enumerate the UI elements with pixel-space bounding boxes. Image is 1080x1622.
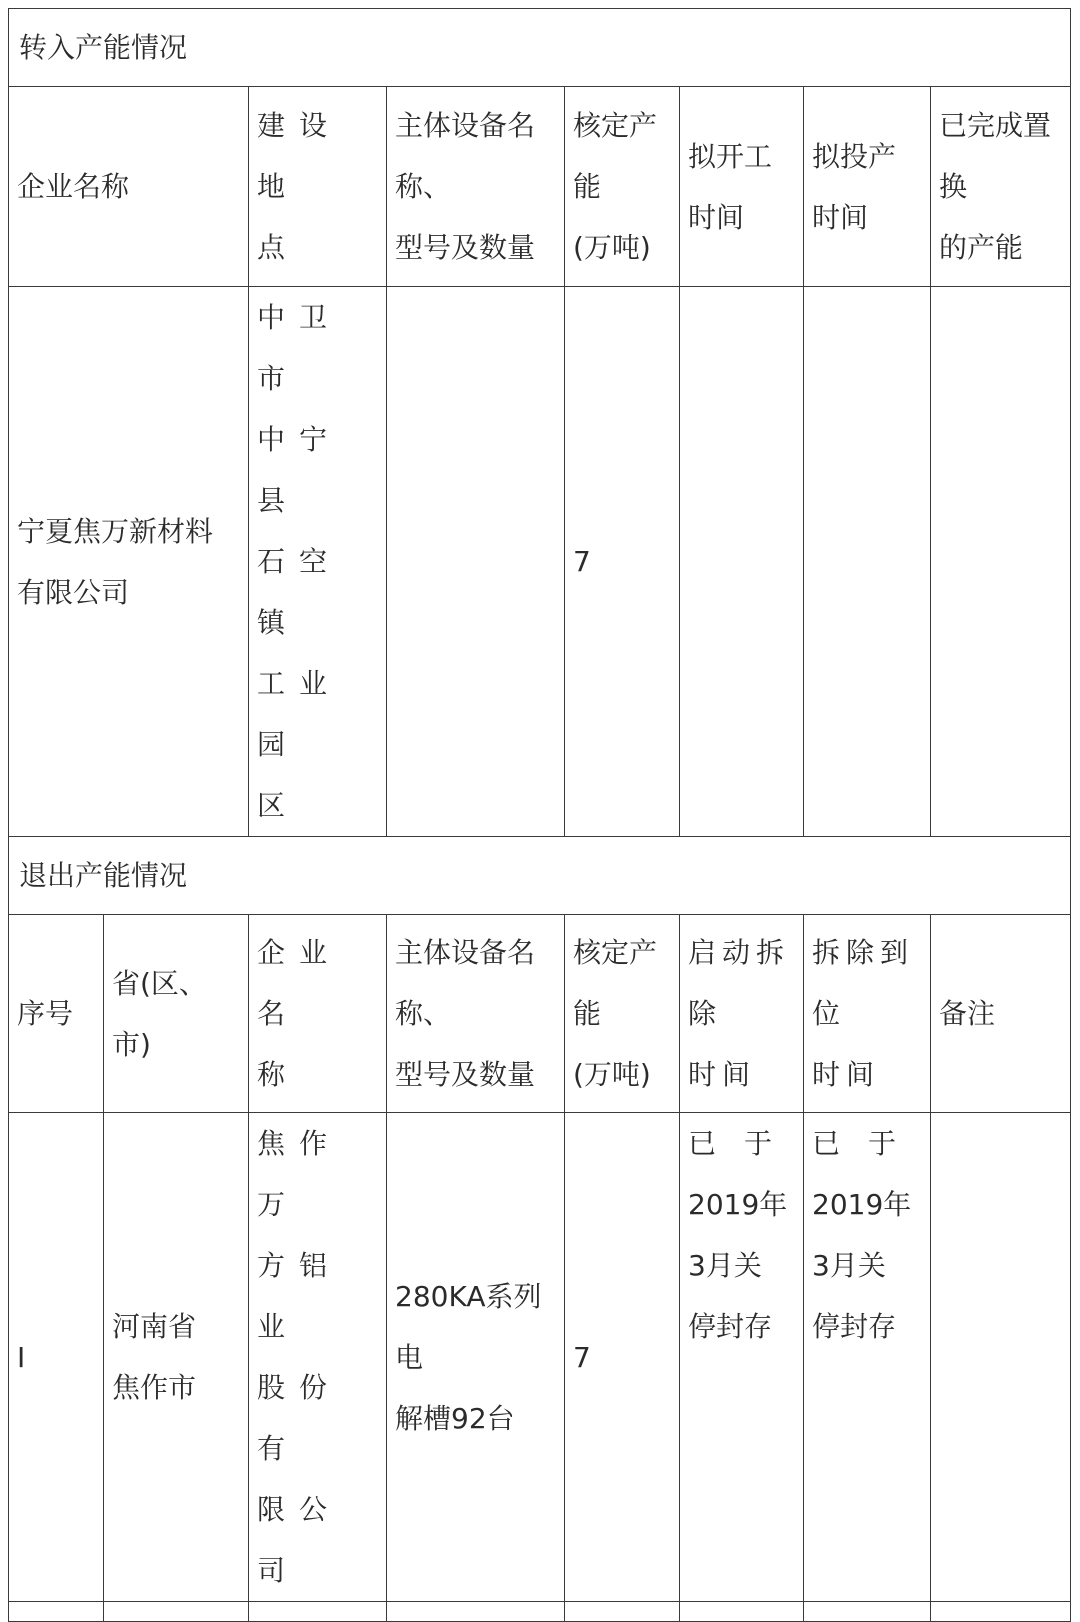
next-row-cell <box>565 1602 680 1622</box>
next-row-cell <box>931 1602 1071 1622</box>
out-dismantle-done: 已 于 2019年 3月关 停封存 <box>804 1113 931 1602</box>
in-replaced-capacity <box>931 287 1071 837</box>
out-equipment: 280KA系列 电 解槽92台 <box>387 1113 565 1602</box>
next-row-cell <box>387 1602 565 1622</box>
next-row-cell <box>804 1602 931 1622</box>
header-company-name: 企业名称 <box>9 87 249 287</box>
out-dismantle-start: 已 于 2019年 3月关 停封存 <box>680 1113 804 1602</box>
header-province: 省(区、 市) <box>104 915 249 1113</box>
header-location: 建设地 点 <box>249 87 387 287</box>
out-company-name: 焦作万 方铝业 股份有 限公司 <box>249 1113 387 1602</box>
out-capacity: 7 <box>565 1113 680 1602</box>
header-out-capacity: 核定产 能 (万吨) <box>565 915 680 1113</box>
next-row-cell <box>680 1602 804 1622</box>
header-equipment: 主体设备名 称、 型号及数量 <box>387 87 565 287</box>
next-row-cell <box>249 1602 387 1622</box>
in-equipment <box>387 287 565 837</box>
in-capacity: 7 <box>565 287 680 837</box>
next-row-cell <box>104 1602 249 1622</box>
section-out-title: 退出产能情况 <box>9 837 1071 915</box>
in-planned-start <box>680 287 804 837</box>
header-capacity: 核定产 能 (万吨) <box>565 87 680 287</box>
out-remarks <box>931 1113 1071 1602</box>
capacity-replacement-table <box>8 8 1071 1622</box>
next-row-cell <box>9 1602 104 1622</box>
header-dismantle-start: 启动拆 除 时间 <box>680 915 804 1113</box>
header-replaced-capacity: 已完成置 换 的产能 <box>931 87 1071 287</box>
header-planned-operation: 拟投产 时间 <box>804 87 931 287</box>
header-out-equipment: 主体设备名 称、 型号及数量 <box>387 915 565 1113</box>
header-remarks: 备注 <box>931 915 1071 1113</box>
in-planned-operation <box>804 287 931 837</box>
section-in-title: 转入产能情况 <box>9 9 1071 87</box>
in-company-name: 宁夏焦万新材料 有限公司 <box>9 287 249 837</box>
header-dismantle-done: 拆除到 位 时间 <box>804 915 931 1113</box>
header-out-company: 企业名 称 <box>249 915 387 1113</box>
header-serial-no: 序号 <box>9 915 104 1113</box>
out-serial-no: I <box>9 1113 104 1602</box>
in-location: 中卫市 中宁县 石空镇 工业园 区 <box>249 287 387 837</box>
header-planned-start: 拟开工 时间 <box>680 87 804 287</box>
out-province: 河南省 焦作市 <box>104 1113 249 1602</box>
